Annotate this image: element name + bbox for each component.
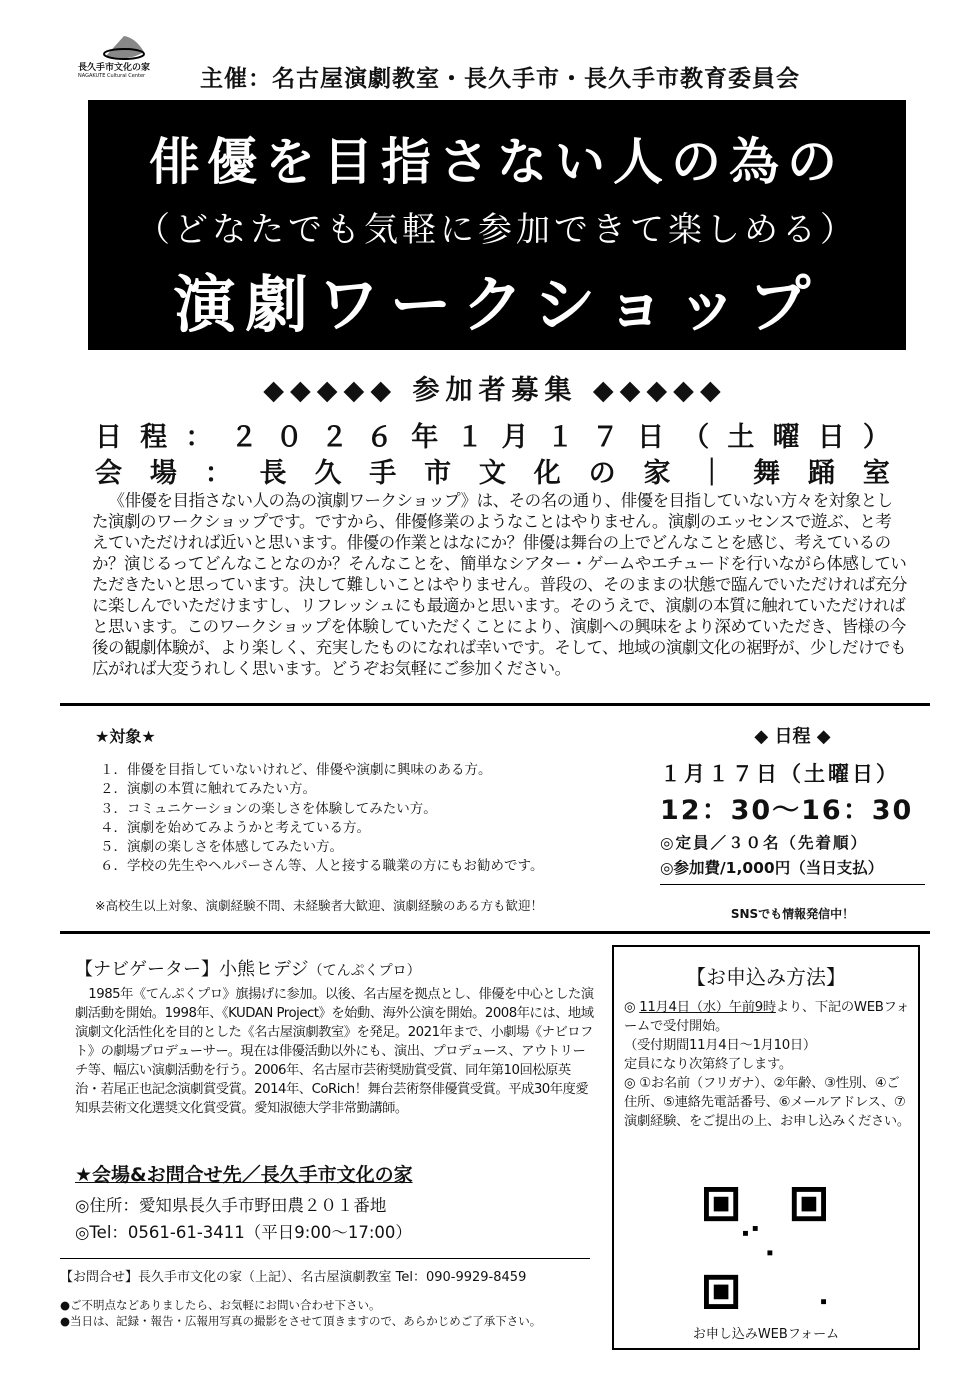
list-item: ４．演劇を始めてみようかと考えている方。 xyxy=(100,819,370,836)
target-list xyxy=(100,761,543,877)
info-char: 場 xyxy=(149,458,177,489)
qr-code-icon[interactable] xyxy=(704,1187,826,1309)
note-item: ●ご不明点などありましたら、お気軽にお問い合わせ下さい。 xyxy=(60,1298,381,1312)
logo-mark-icon xyxy=(98,32,148,60)
info-char: １ xyxy=(456,422,484,453)
divider xyxy=(60,703,930,706)
list-item: １．俳優を目指していないけれど、俳優や演劇に興味のある方。 xyxy=(100,762,492,778)
info-char: 市 xyxy=(424,458,452,489)
info-char: 程 xyxy=(140,422,168,453)
title-line-1: 俳優を目指さない人の為の xyxy=(149,133,845,191)
info-char: 会 xyxy=(95,458,122,489)
divider xyxy=(60,1258,590,1259)
list-item: ６．学校の先生やヘルパーさん等、人と接する職業の方にもお勧めです。 xyxy=(100,858,544,875)
info-char: ： xyxy=(204,458,232,489)
venue-heading: ★会場&お問合せ先／長久手市文化の家 xyxy=(75,1164,413,1186)
info-char: １ xyxy=(546,422,574,453)
navigator-heading xyxy=(75,955,421,981)
divider xyxy=(660,884,925,885)
sns-note: SNSでも情報発信中！ xyxy=(730,907,855,921)
info-char: （ xyxy=(682,422,710,453)
event-venue xyxy=(95,451,890,490)
intro-paragraph: 《俳優を目指さない人の為の演劇ワークショップ》は、その名の通り、俳優を目指していない方々を対象とした演劇のワークショップです。ですから、俳優修業のようなことはやりません。演劇のエッセンスで遊ぶ、と考えていただければ近いと思います。俳優の作業とはなにか？俳優は舞台の上でどんなことを感じ、考えているのか？演じるってどんなことなのか？そんなことを、簡単なシアター・ゲームやエチュードを行いながら体感していただきたいと思っています。決して難しいことはやりません。普段の、そのままの状態で臨んでいただければ充分に楽しんでいただけますし、リフレッシュにも最適かと思います。そのうえで、演劇の本質に触れていただければと思います。このワークショップを体験していただくことにより、演劇への興味をより深めていただき、皆様の今後の観劇体験が、より楽しく、充実したものになれば幸いです。そして、地域の演劇文化の裾野が、少しだけでも広がれば大変うれしく思います。どうぞお気軽にご参加ください。 xyxy=(92,491,908,678)
info-char: ｜ xyxy=(698,458,726,489)
list-item: ５．演劇の楽しさを体感してみたい方。 xyxy=(100,839,343,856)
qr-caption: お申し込みWEBフォーム xyxy=(692,1327,840,1342)
list-item: ２．演劇の本質に触れてみたい方。 xyxy=(100,781,316,798)
info-char: 日 xyxy=(637,422,665,453)
info-char: 久 xyxy=(314,458,342,489)
notes xyxy=(60,1297,541,1329)
info-char: 年 xyxy=(411,422,439,453)
info-char: ） xyxy=(862,422,890,453)
schedule-fee: ◎参加費/1,000円（当日支払） xyxy=(660,859,884,877)
info-char: 家 xyxy=(643,458,671,489)
info-char: 文 xyxy=(478,458,506,489)
info-char: ６ xyxy=(366,422,394,453)
organizers: 主催：名古屋演劇教室・長久手市・長久手市教育委員会 xyxy=(200,66,800,92)
info-char: 日 xyxy=(817,422,845,453)
venue-tel: ◎Tel：0561-61-3411（平日9:00〜17:00） xyxy=(75,1223,412,1242)
info-char: ０ xyxy=(275,422,303,453)
application-text-1: より、下記のWEBフォームで受付開始。 xyxy=(624,1000,909,1034)
logo-sub: NAGAKUTE Cultural Center xyxy=(78,73,146,79)
application-box xyxy=(612,945,920,1350)
info-char: ７ xyxy=(591,422,619,453)
info-char: 室 xyxy=(862,458,890,489)
navigator-bio: 1985年《てんぷくプロ》旗揚げに参加。以後、名古屋を拠点とし、俳優を中心とした演劇活動を開始。1998年、《KUDAN Project》を始動、海外公演を開始。2008年には、地域演劇文化活性化を目的とした《名古屋演劇教室》を発足。2021年まで、小劇場《ナビロフト》の劇場プロデューサー。現在は俳優活動以外にも、演出、プロデュース、アウトリーチ等、幅広い演劇活動を行う。2006年、名古屋市芸術奨励賞受賞、同年第10回松原英治・若尾正也記念演劇賞受賞。2014年、CoRich！舞台芸術祭俳優賞受賞。平成30年度愛知県芸術文化選奨文化賞受賞。愛知淑徳大学非常勤講師。 xyxy=(75,987,594,1116)
info-char: 舞 xyxy=(753,458,781,489)
title-line-2: （どなたでも気軽に参加できて楽しめる） xyxy=(136,210,858,250)
schedule-heading: ◆ 日程 ◆ xyxy=(754,726,831,747)
target-note: ※高校生以上対象、演劇経験不問、未経験者大歓迎、演劇経験のある方も歓迎！ xyxy=(95,898,543,913)
application-requirements: ◎ ①お名前（フリガナ）、②年齢、③性別、④ご住所、⑤連絡先電話番号、⑥メールアドレス、⑦演劇経験、をご提出の上、お申し込みください。 xyxy=(624,1076,910,1129)
event-date xyxy=(95,415,890,454)
title-line-3: 演劇ワークショップ xyxy=(173,268,821,341)
info-char: 手 xyxy=(369,458,397,489)
info-char: 長 xyxy=(259,458,287,489)
navigator-affiliation: （てんぷくプロ） xyxy=(308,963,421,979)
info-char: 日 xyxy=(95,422,122,453)
recruit-heading: ◆◆◆◆◆ 参加者募集 ◆◆◆◆◆ xyxy=(263,375,727,406)
info-char: 曜 xyxy=(772,422,800,453)
info-char: 月 xyxy=(501,422,529,453)
info-char: 土 xyxy=(727,422,755,453)
info-char: ２ xyxy=(320,422,348,453)
schedule-capacity: ◎定員／３０名（先着順） xyxy=(660,834,869,852)
logo xyxy=(78,32,178,82)
application-start: 11月4日（水）午前9時 xyxy=(639,1000,776,1015)
navigator-name: 【ナビゲーター】小熊ヒデジ xyxy=(75,959,309,980)
application-period: （受付期間11月4日〜1月10日） xyxy=(624,1038,816,1053)
info-char: 踊 xyxy=(807,458,835,489)
title-banner xyxy=(88,100,906,350)
info-char: ： xyxy=(185,422,213,453)
info-char: ２ xyxy=(230,422,258,453)
divider xyxy=(60,931,930,934)
application-heading: 【お申込み方法】 xyxy=(686,965,846,989)
info-char: の xyxy=(588,458,616,489)
venue-address: ◎住所：愛知県長久手市野田農２０１番地 xyxy=(75,1196,387,1215)
contact-line: 【お問合せ】長久手市文化の家（上記）、名古屋演劇教室 Tel：090-9929-8459 xyxy=(60,1270,527,1285)
schedule-block xyxy=(660,722,925,885)
info-char: 化 xyxy=(533,458,561,489)
application-text-3: 定員になり次第終了します。 xyxy=(624,1057,792,1072)
mark: ◎ xyxy=(624,1000,640,1015)
note-item: ●当日は、記録・報告・広報用写真の撮影をさせて頂きますので、あらかじめご了承下さい。 xyxy=(60,1314,542,1328)
venue-info xyxy=(75,1192,412,1246)
target-heading: ★対象★ xyxy=(95,727,156,746)
schedule-time: 12：30〜16：30 xyxy=(660,795,914,826)
list-item: ３．コミュニケーションの楽しさを体験してみたい方。 xyxy=(100,800,437,817)
application-text xyxy=(624,998,910,1131)
schedule-date: １月１７日（土曜日） xyxy=(660,762,900,786)
logo-name: 長久手市文化の家 xyxy=(78,63,151,73)
